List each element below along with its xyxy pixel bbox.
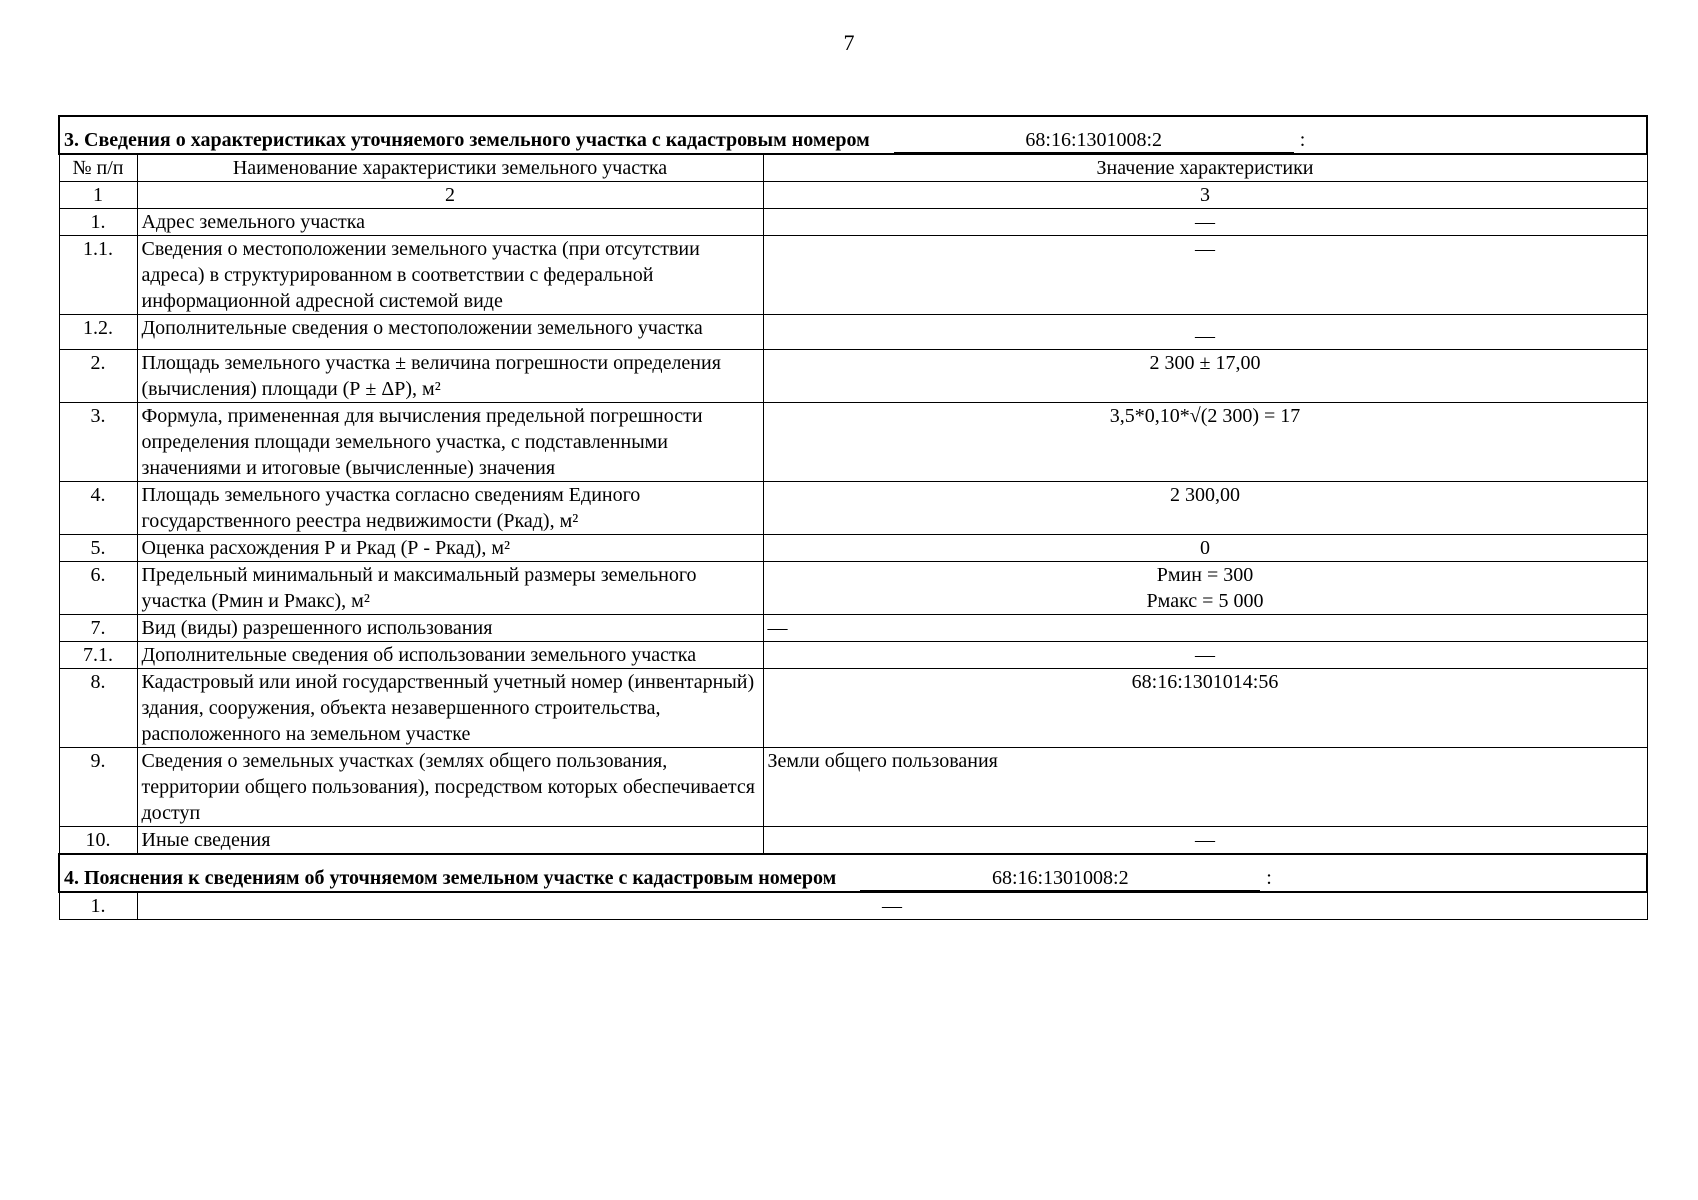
section4-title <box>64 855 1642 891</box>
table-row <box>59 350 1647 403</box>
row-number: 7. <box>59 615 137 642</box>
section4-cadastral-number: 68:16:1301008:2 <box>860 866 1260 891</box>
row-value: — <box>763 827 1647 855</box>
row-number: 8. <box>59 669 137 748</box>
row-number: 2. <box>59 350 137 403</box>
row-value <box>763 562 1647 615</box>
row-value: Земли общего пользования <box>763 748 1647 827</box>
row-name: Иные сведения <box>137 827 763 855</box>
row-value: — <box>763 642 1647 669</box>
table-row <box>59 315 1647 350</box>
row-value: 3,5*0,10*√(2 300) = 17 <box>763 403 1647 482</box>
row-name: Сведения о местоположении земельного участка (при отсутствии адреса) в структурированном в соответствии с федеральной информационной адресной системой виде <box>137 236 763 315</box>
section3-colon: : <box>1299 129 1306 151</box>
row-number: 9. <box>59 748 137 827</box>
row-value: — <box>763 615 1647 642</box>
table-row <box>59 403 1647 482</box>
row-value: 2 300,00 <box>763 482 1647 535</box>
row-value: — <box>137 892 1647 920</box>
col-number-3: 3 <box>763 182 1647 209</box>
row-value: 2 300 ± 17,00 <box>763 350 1647 403</box>
row-number: 10. <box>59 827 137 855</box>
row-name: Адрес земельного участка <box>137 209 763 236</box>
section3-header-row <box>59 116 1647 154</box>
header-value: Значение характеристики <box>763 154 1647 182</box>
section3-cadastral-number: 68:16:1301008:2 <box>894 128 1294 153</box>
section4-colon: : <box>1266 867 1272 889</box>
col-number-2: 2 <box>137 182 763 209</box>
row-value: — <box>763 315 1647 350</box>
characteristics-table <box>58 115 1648 920</box>
row-number: 1. <box>59 892 137 920</box>
row-name: Сведения о земельных участках (землях общего пользования, территории общего пользования), посредством которых обеспечивается доступ <box>137 748 763 827</box>
row-number: 7.1. <box>59 642 137 669</box>
section3-title <box>64 117 1642 153</box>
section3-title-text: 3. Сведения о характеристиках уточняемого земельного участка с кадастровым номером <box>64 129 870 151</box>
row-value: 0 <box>763 535 1647 562</box>
row-number: 1.1. <box>59 236 137 315</box>
table-row <box>59 748 1647 827</box>
value-rmin: Рмин = 300 <box>1156 564 1254 586</box>
row-value: — <box>763 209 1647 236</box>
table-row <box>59 642 1647 669</box>
row-name: Формула, примененная для вычисления предельной погрешности определения площади земельного участка, с подставленными значениями и итоговые (вычисленные) значения <box>137 403 763 482</box>
row-name: Кадастровый или иной государственный учетный номер (инвентарный) здания, сооружения, объекта незавершенного строительства, расположенного на земельном участке <box>137 669 763 748</box>
row-number: 4. <box>59 482 137 535</box>
row-number: 1.2. <box>59 315 137 350</box>
row-name: Вид (виды) разрешенного использования <box>137 615 763 642</box>
row-number: 6. <box>59 562 137 615</box>
table-row <box>59 236 1647 315</box>
row-name: Дополнительные сведения о местоположении земельного участка <box>137 315 763 350</box>
table-row <box>59 669 1647 748</box>
row-number: 1. <box>59 209 137 236</box>
header-name: Наименование характеристики земельного участка <box>137 154 763 182</box>
section4-header-row <box>59 854 1647 892</box>
row-value: 68:16:1301014:56 <box>763 669 1647 748</box>
row-name: Предельный минимальный и максимальный размеры земельного участка (Рмин и Рмакс), м² <box>137 562 763 615</box>
value-rmax: Рмакс = 5 000 <box>1146 590 1264 612</box>
col-number-1: 1 <box>59 182 137 209</box>
header-row <box>59 154 1647 182</box>
row-name: Площадь земельного участка согласно сведениям Единого государственного реестра недвижимости (Ркад), м² <box>137 482 763 535</box>
row-name: Дополнительные сведения об использовании земельного участка <box>137 642 763 669</box>
row-number: 5. <box>59 535 137 562</box>
table-row <box>59 827 1647 855</box>
table-row <box>59 615 1647 642</box>
table-row <box>59 482 1647 535</box>
row-value: — <box>763 236 1647 315</box>
table-row <box>59 535 1647 562</box>
page-number: 7 <box>843 30 855 55</box>
section4-title-text: 4. Пояснения к сведениям об уточняемом земельном участке с кадастровым номером <box>64 867 837 889</box>
column-number-row <box>59 182 1647 209</box>
row-number: 3. <box>59 403 137 482</box>
row-name: Оценка расхождения Р и Ркад (Р - Ркад), м² <box>137 535 763 562</box>
row-name: Площадь земельного участка ± величина погрешности определения (вычисления) площади (Р ± ΔР), м² <box>137 350 763 403</box>
table-row <box>59 562 1647 615</box>
header-num: № п/п <box>59 154 137 182</box>
table-row <box>59 209 1647 236</box>
table-row <box>59 892 1647 920</box>
